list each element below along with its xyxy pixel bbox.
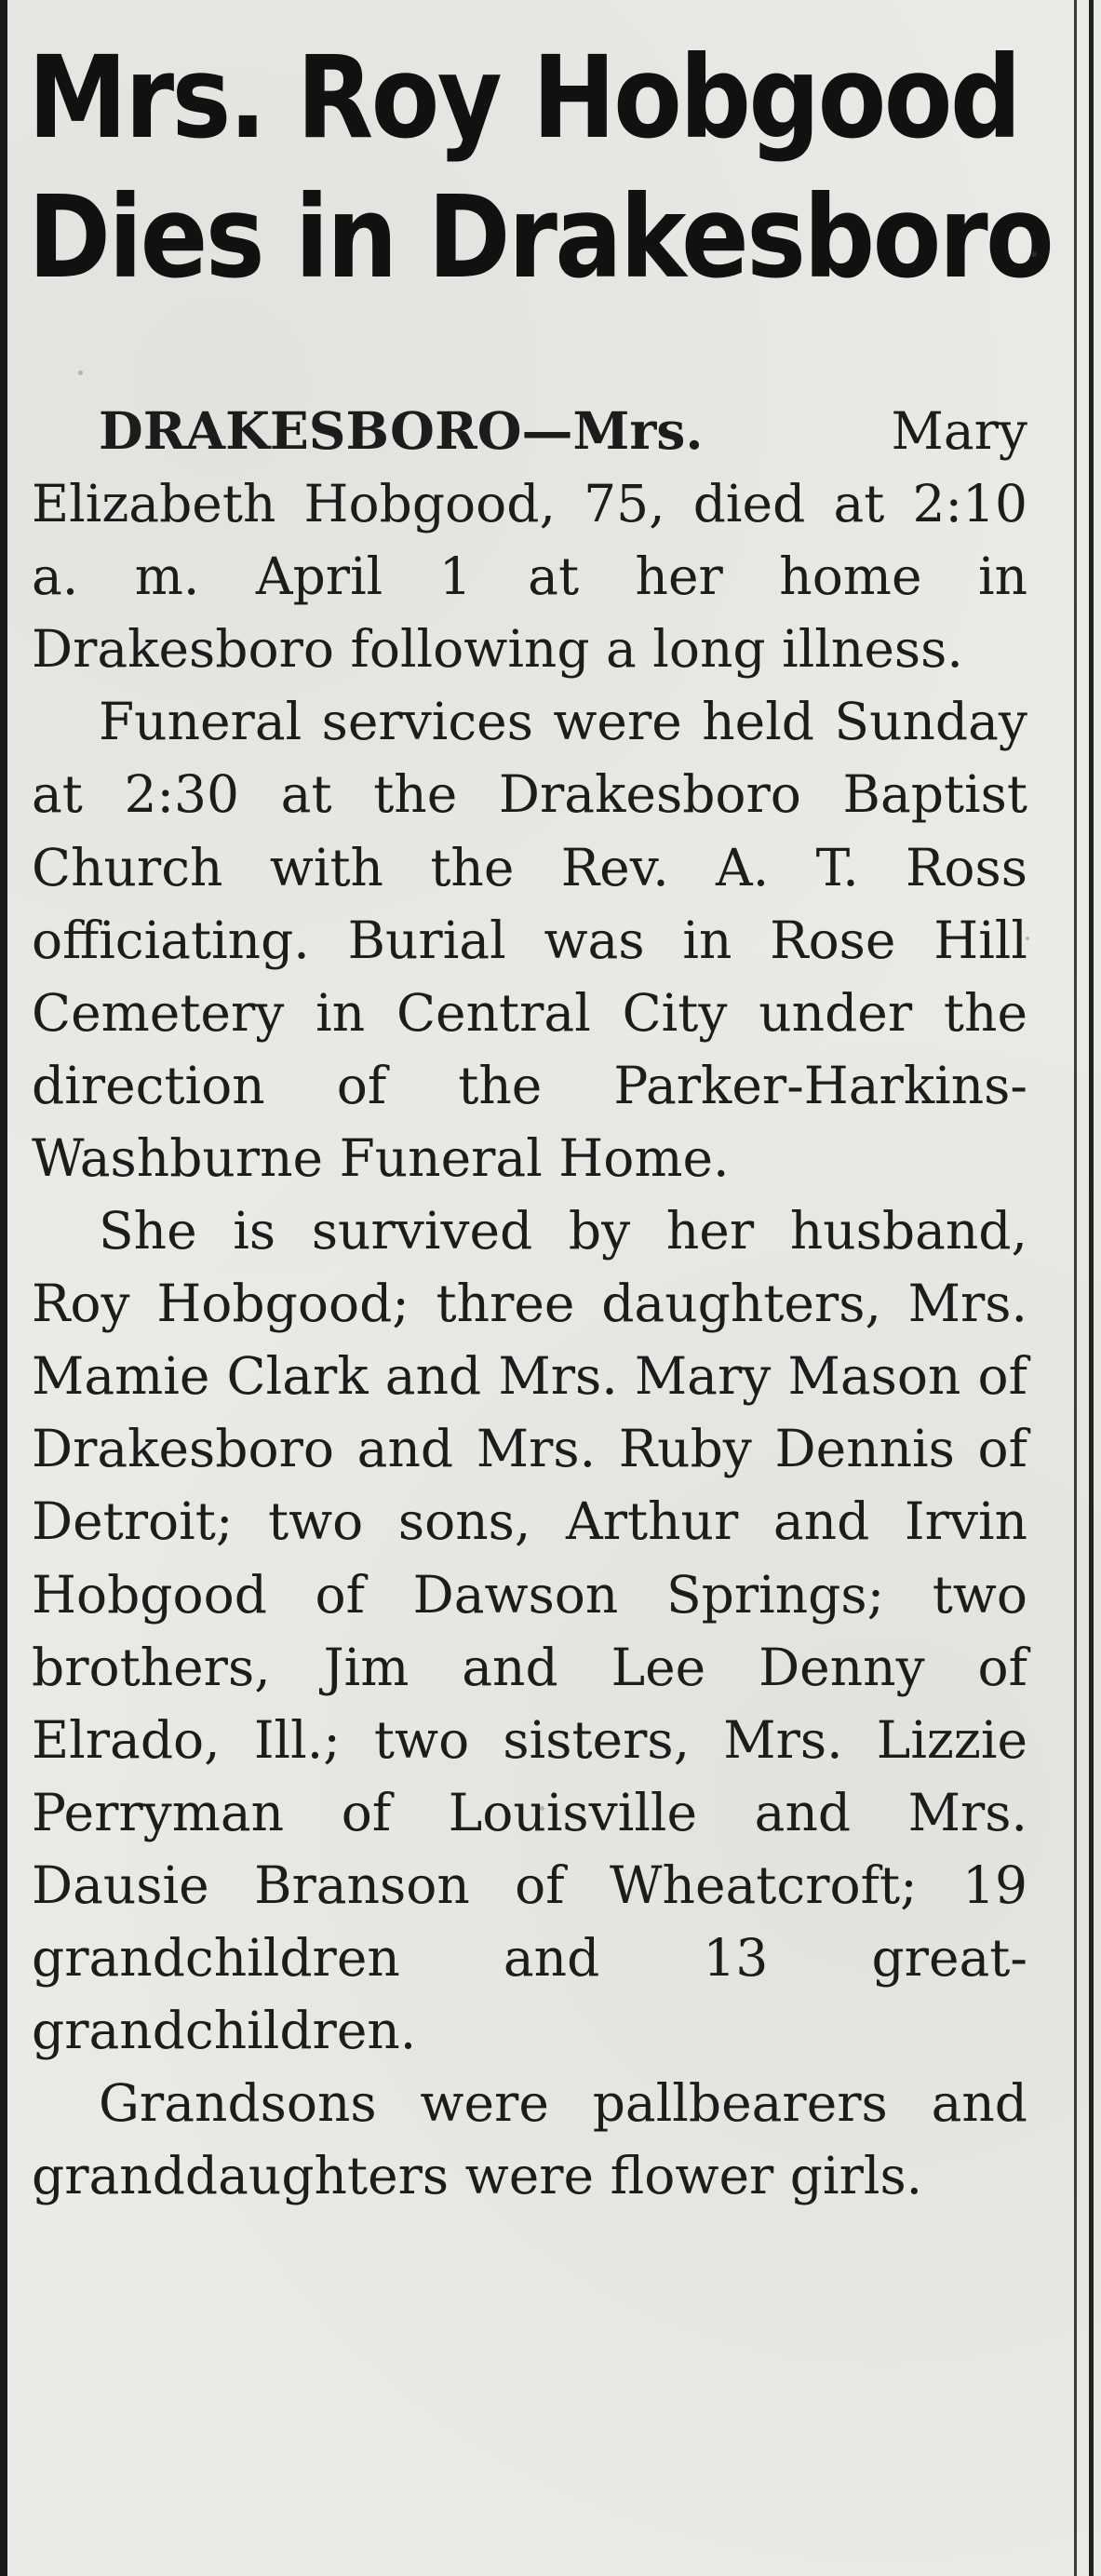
print-speck bbox=[1031, 251, 1037, 257]
headline-line-1: Mrs. Roy Hobgood bbox=[28, 32, 1020, 164]
print-speck bbox=[540, 1806, 544, 1811]
paragraph-2: Funeral services were held Sunday at 2:30 at the Drakesboro Baptist Church with the Rev. A. T. Ross officiating. Burial was in Rose Hill Cemetery in Central City under the direction of the Parker-Harkins-Washburne Funeral Home. bbox=[32, 692, 1027, 1188]
print-speck bbox=[37, 787, 41, 790]
article-body bbox=[32, 395, 1027, 2212]
dateline: DRAKESBORO—Mrs. bbox=[99, 400, 704, 461]
column-rule-right bbox=[1089, 0, 1094, 2576]
paragraph-1 bbox=[32, 395, 1027, 685]
paragraph-4: Grandsons were pallbearers and granddaughters were flower girls. bbox=[32, 2073, 1027, 2206]
headline-line-2: Dies in Drakesboro bbox=[28, 171, 1053, 303]
print-speck bbox=[78, 371, 83, 375]
column-rule-left bbox=[0, 0, 7, 2576]
paragraph-1-text: Mary Elizabeth Hobgood, 75, died at 2:10 a. m. April 1 at her home in Drakesboro following a long illness. bbox=[32, 401, 1027, 680]
article-headline bbox=[28, 28, 1053, 307]
paragraph-3: She is survived by her husband, Roy Hobgood; three daughters, Mrs. Mamie Clark and Mrs. Mary Mason of Drakesboro and Mrs. Ruby Dennis of Detroit; two sons, Arthur and Irvin Hobgood of Dawson Springs; two brothers, Jim and Lee Denny of Elrado, Ill.; two sisters, Mrs. Lizzie Perryman of Louisville and Mrs. Dausie Branson of Wheatcroft; 19 grandchildren and 13 great-grandchildren. bbox=[32, 1201, 1027, 2061]
column-rule-right-inner bbox=[1074, 0, 1077, 2576]
print-speck bbox=[1026, 937, 1029, 940]
